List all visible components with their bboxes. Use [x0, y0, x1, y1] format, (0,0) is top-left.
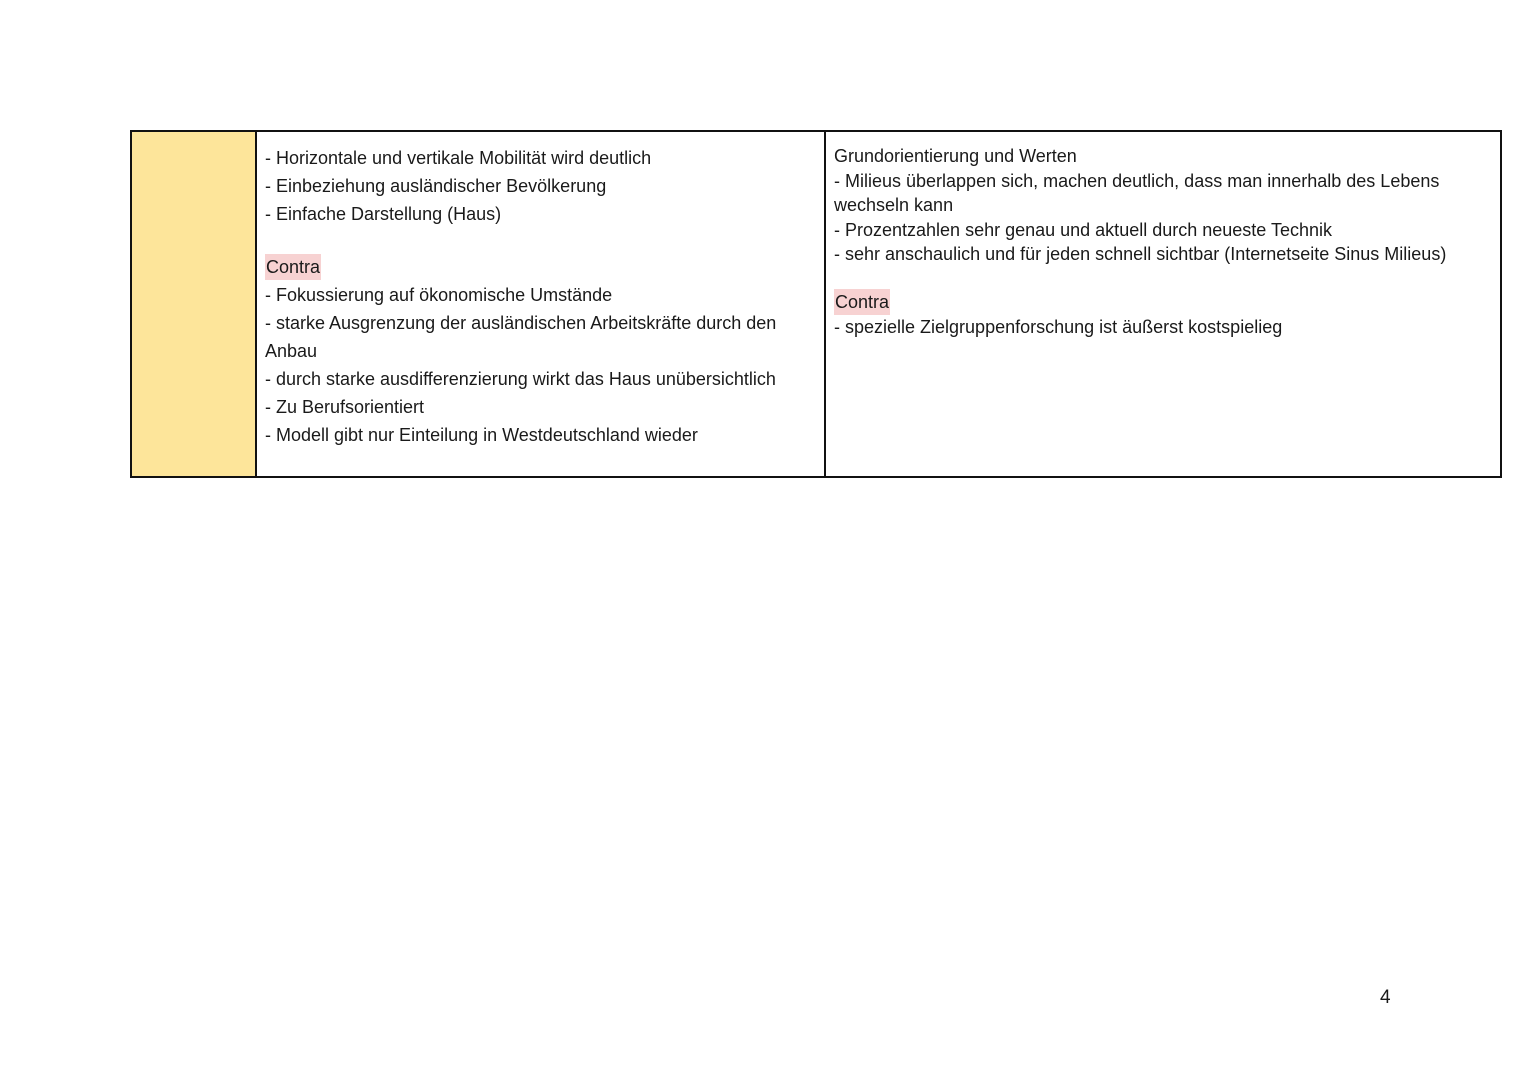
contra-heading: Contra: [834, 289, 890, 315]
pro-item: Grundorientierung und Werten: [834, 146, 1077, 166]
contra-item: - starke Ausgrenzung der ausländischen Arbeitskräfte durch den Anbau: [265, 313, 777, 361]
pro-item: - Milieus überlappen sich, machen deutlich, dass man innerhalb des Lebens wechseln kann: [834, 170, 1440, 215]
pro-item: - Prozentzahlen sehr genau und aktuell durch neueste Technik: [834, 219, 1332, 240]
contra-item: - spezielle Zielgruppenforschung ist äußerst kostspielieg: [834, 316, 1283, 337]
contra-heading: Contra: [265, 254, 321, 280]
left-evaluation-cell: [257, 132, 826, 476]
right-evaluation-cell: [826, 132, 1500, 476]
contra-item: - Zu Berufsorientiert: [265, 397, 425, 417]
row-marker-cell: [132, 132, 257, 476]
pro-item: - Einfache Darstellung (Haus): [265, 204, 502, 224]
comparison-table: [130, 130, 1502, 478]
page-number: 4: [1380, 987, 1391, 1008]
contra-item: - Modell gibt nur Einteilung in Westdeutschland wieder: [265, 425, 698, 445]
contra-item: - Fokussierung auf ökonomische Umstände: [265, 285, 613, 305]
contra-item: - durch starke ausdifferenzierung wirkt das Haus unübersichtlich: [265, 369, 776, 389]
pro-item: - Einbeziehung ausländischer Bevölkerung: [265, 176, 607, 196]
pro-item: - sehr anschaulich und für jeden schnell sichtbar (Internetseite Sinus Milieus): [834, 244, 1447, 264]
pro-item: - Horizontale und vertikale Mobilität wird deutlich: [265, 148, 652, 168]
